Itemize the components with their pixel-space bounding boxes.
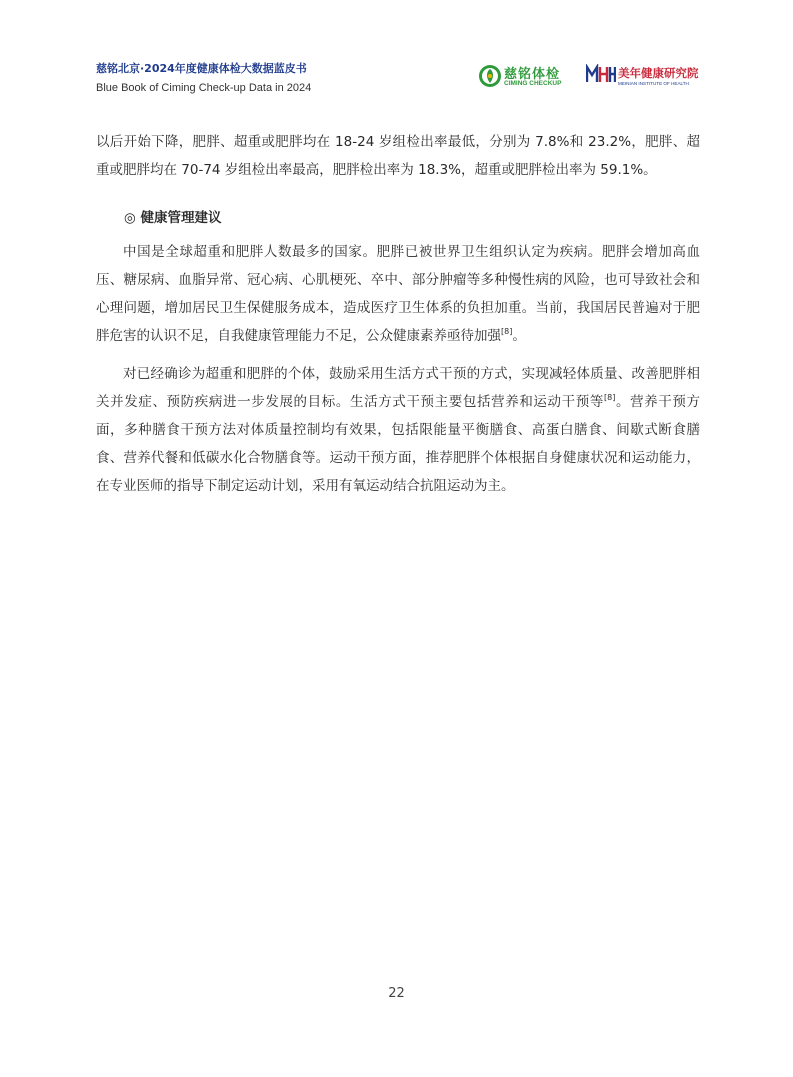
main-content (96, 128, 700, 500)
page-number: 22 (388, 986, 405, 1001)
paragraph-intervention (96, 360, 700, 500)
paragraph-continued: 以后开始下降，肥胖、超重或肥胖均在 18-24 岁组检出率最低，分别为 7.8%和 23.2%，肥胖、超重或肥胖均在 70-74 岁组检出率最高，肥胖检出率为 18.3%，超重或肥胖检出率为 59.1%。 (96, 134, 700, 178)
ciming-logo (478, 62, 570, 92)
meinian-logo-icon (586, 64, 616, 84)
paragraph-text: 中国是全球超重和肥胖人数最多的国家。肥胖已被世界卫生组织认定为疾病。肥胖会增加高血压、糖尿病、血脂异常、冠心病、心肌梗死、卒中、部分肿瘤等多种慢性病的风险，也可导致社会和心理问题，增加居民卫生保健服务成本，造成医疗卫生体系的负担加重。当前，我国居民普遍对于肥胖危害的认识不足，自我健康管理能力不足，公众健康素养亟待加强 (96, 244, 700, 344)
paragraph-text: 。营养干预方面，多种膳食干预方法对体质量控制均有效果，包括限能量平衡膳食、高蛋白膳食、间歇式断食膳食、营养代餐和低碳水化合物膳食等。运动干预方面，推荐肥胖个体根据自身健康状况和运动能力，在专业医师的指导下制定运动计划，采用有氧运动结合抗阻运动为主。 (96, 394, 701, 494)
ciming-logo-text: 慈铭体检 (504, 67, 561, 82)
section-heading: ◎ 健康管理建议 (124, 210, 222, 226)
meinian-logo-text: 美年健康研究院 (618, 66, 699, 80)
header-title: 慈铭北京·2024年度健康体检大数据蓝皮书 (96, 62, 307, 75)
page-header (96, 60, 700, 100)
ciming-logo-subtext: CIMING CHECKUP (504, 80, 562, 87)
meinian-logo (586, 64, 700, 92)
citation-ref: [8] (501, 327, 513, 336)
paragraph-end: 。 (512, 328, 526, 344)
ciming-logo-icon (478, 64, 502, 88)
paragraph-health-management (96, 238, 700, 350)
paragraph-text: 对已经确诊为超重和肥胖的个体，鼓励采用生活方式干预的方式，实现减轻体质量、改善肥胖相关并发症、预防疾病进一步发展的目标。生活方式干预主要包括营养和运动干预等 (96, 366, 700, 410)
meinian-logo-subtext: MEINIAN INSTITUTE OF HEALTH (618, 81, 689, 86)
header-subtitle: Blue Book of Ciming Check-up Data in 2024 (96, 82, 312, 94)
citation-ref: [8] (604, 393, 616, 402)
